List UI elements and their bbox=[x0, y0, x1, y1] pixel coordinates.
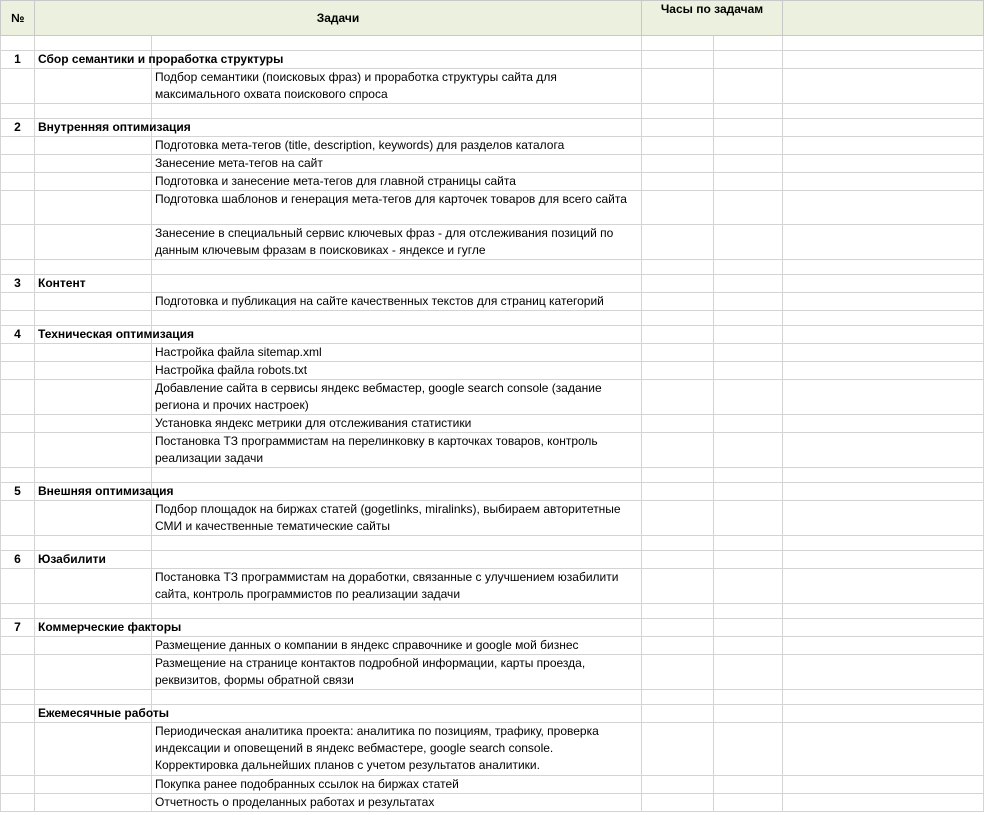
spacer-row bbox=[1, 690, 984, 705]
cell-section[interactable] bbox=[35, 69, 152, 104]
cell-task[interactable]: Подготовка шаблонов и генерация мета-тегов для карточек товаров для всего сайта bbox=[152, 191, 642, 225]
cell-hours[interactable] bbox=[642, 619, 714, 637]
cell-hours[interactable] bbox=[642, 794, 714, 812]
cell-num[interactable] bbox=[1, 723, 35, 776]
header-num[interactable]: № bbox=[1, 1, 35, 36]
cell-num[interactable]: 1 bbox=[1, 51, 35, 69]
cell-section[interactable] bbox=[35, 433, 152, 468]
cell-num[interactable] bbox=[1, 705, 35, 723]
cell-task[interactable]: Размещение данных о компании в яндекс справочнике и google мой бизнес bbox=[152, 637, 642, 655]
cell-extra[interactable] bbox=[714, 380, 783, 415]
task-row bbox=[1, 569, 984, 604]
cell-hours[interactable] bbox=[642, 468, 714, 483]
cell-extra[interactable] bbox=[714, 137, 783, 155]
cell-task[interactable] bbox=[152, 119, 642, 137]
cell-num[interactable] bbox=[1, 104, 35, 119]
cell-section[interactable] bbox=[35, 155, 152, 173]
spacer-row bbox=[1, 36, 984, 51]
cell-num[interactable] bbox=[1, 604, 35, 619]
cell-section[interactable] bbox=[35, 362, 152, 380]
cell-empty[interactable] bbox=[783, 311, 984, 326]
cell-num[interactable] bbox=[1, 311, 35, 326]
cell-task[interactable] bbox=[152, 36, 642, 51]
cell-section[interactable]: Сбор семантики и проработка структуры bbox=[35, 51, 152, 69]
cell-extra[interactable] bbox=[714, 723, 783, 776]
cell-extra[interactable] bbox=[714, 433, 783, 468]
cell-extra[interactable] bbox=[714, 690, 783, 705]
cell-section[interactable] bbox=[35, 569, 152, 604]
cell-task[interactable]: Подбор площадок на биржах статей (gogetlinks, miralinks), выбираем авторитетные СМИ и качественные тематические сайты bbox=[152, 501, 642, 536]
cell-task[interactable]: Подготовка мета-тегов (title, description, keywords) для разделов каталога bbox=[152, 137, 642, 155]
cell-empty[interactable] bbox=[783, 137, 984, 155]
cell-num[interactable] bbox=[1, 260, 35, 275]
cell-empty[interactable] bbox=[783, 483, 984, 501]
cell-section[interactable] bbox=[35, 776, 152, 794]
task-row bbox=[1, 362, 984, 380]
cell-num[interactable] bbox=[1, 362, 35, 380]
cell-num[interactable]: 4 bbox=[1, 326, 35, 344]
cell-section[interactable] bbox=[35, 690, 152, 705]
cell-section[interactable] bbox=[35, 344, 152, 362]
cell-section[interactable] bbox=[35, 501, 152, 536]
cell-hours[interactable] bbox=[642, 36, 714, 51]
cell-hours[interactable] bbox=[642, 104, 714, 119]
cell-num[interactable] bbox=[1, 690, 35, 705]
task-row bbox=[1, 225, 984, 260]
cell-section[interactable]: Техническая оптимизация bbox=[35, 326, 152, 344]
task-row bbox=[1, 380, 984, 415]
cell-empty[interactable] bbox=[783, 415, 984, 433]
cell-empty[interactable] bbox=[783, 155, 984, 173]
cell-task[interactable] bbox=[152, 260, 642, 275]
cell-num[interactable] bbox=[1, 225, 35, 260]
cell-num[interactable] bbox=[1, 191, 35, 225]
cell-hours[interactable] bbox=[642, 551, 714, 569]
section-row bbox=[1, 326, 984, 344]
spacer-row bbox=[1, 260, 984, 275]
cell-section[interactable] bbox=[35, 137, 152, 155]
cell-task[interactable] bbox=[152, 311, 642, 326]
cell-extra[interactable] bbox=[714, 501, 783, 536]
cell-hours[interactable] bbox=[642, 604, 714, 619]
header-hours[interactable]: Часы по задачам bbox=[642, 1, 783, 36]
cell-section[interactable]: Ежемесячные работы bbox=[35, 705, 152, 723]
cell-section[interactable] bbox=[35, 604, 152, 619]
cell-hours[interactable] bbox=[642, 275, 714, 293]
cell-num[interactable] bbox=[1, 344, 35, 362]
cell-empty[interactable] bbox=[783, 723, 984, 776]
cell-task[interactable] bbox=[152, 483, 642, 501]
cell-section[interactable]: Юзабилити bbox=[35, 551, 152, 569]
cell-hours[interactable] bbox=[642, 155, 714, 173]
cell-task[interactable]: Добавление сайта в сервисы яндекс вебмастер, google search console (задание региона и прочих настроек) bbox=[152, 380, 642, 415]
section-row bbox=[1, 619, 984, 637]
cell-num[interactable]: 5 bbox=[1, 483, 35, 501]
section-row bbox=[1, 51, 984, 69]
cell-extra[interactable] bbox=[714, 191, 783, 225]
cell-num[interactable] bbox=[1, 776, 35, 794]
cell-extra[interactable] bbox=[714, 344, 783, 362]
cell-task[interactable]: Подготовка и занесение мета-тегов для главной страницы сайта bbox=[152, 173, 642, 191]
cell-empty[interactable] bbox=[783, 326, 984, 344]
task-row bbox=[1, 173, 984, 191]
task-table-body bbox=[1, 36, 984, 812]
cell-empty[interactable] bbox=[783, 51, 984, 69]
cell-extra[interactable] bbox=[714, 604, 783, 619]
cell-task[interactable] bbox=[152, 551, 642, 569]
cell-section[interactable] bbox=[35, 723, 152, 776]
cell-task[interactable] bbox=[152, 690, 642, 705]
cell-empty[interactable] bbox=[783, 690, 984, 705]
cell-empty[interactable] bbox=[783, 293, 984, 311]
cell-hours[interactable] bbox=[642, 655, 714, 690]
cell-empty[interactable] bbox=[783, 536, 984, 551]
cell-empty[interactable] bbox=[783, 173, 984, 191]
section-row bbox=[1, 705, 984, 723]
cell-hours[interactable] bbox=[642, 380, 714, 415]
cell-task[interactable] bbox=[152, 619, 642, 637]
cell-task[interactable]: Подготовка и публикация на сайте качественных текстов для страниц категорий bbox=[152, 293, 642, 311]
cell-empty[interactable] bbox=[783, 551, 984, 569]
cell-hours[interactable] bbox=[642, 311, 714, 326]
cell-num[interactable] bbox=[1, 137, 35, 155]
cell-task[interactable]: Покупка ранее подобранных ссылок на биржах статей bbox=[152, 776, 642, 794]
cell-empty[interactable] bbox=[783, 569, 984, 604]
cell-section[interactable] bbox=[35, 468, 152, 483]
cell-section[interactable] bbox=[35, 260, 152, 275]
cell-section[interactable]: Внутренняя оптимизация bbox=[35, 119, 152, 137]
cell-extra[interactable] bbox=[714, 311, 783, 326]
section-row bbox=[1, 483, 984, 501]
cell-num[interactable] bbox=[1, 69, 35, 104]
cell-extra[interactable] bbox=[714, 362, 783, 380]
header-tasks[interactable]: Задачи bbox=[35, 1, 642, 36]
task-row bbox=[1, 794, 984, 812]
cell-num[interactable] bbox=[1, 293, 35, 311]
spacer-row bbox=[1, 468, 984, 483]
cell-num[interactable] bbox=[1, 536, 35, 551]
cell-extra[interactable] bbox=[714, 51, 783, 69]
cell-empty[interactable] bbox=[783, 69, 984, 104]
cell-task[interactable]: Подбор семантики (поисковых фраз) и проработка структуры сайта для максимального охвата поискового спроса bbox=[152, 69, 642, 104]
cell-num[interactable]: 3 bbox=[1, 275, 35, 293]
cell-hours[interactable] bbox=[642, 69, 714, 104]
cell-hours[interactable] bbox=[642, 723, 714, 776]
cell-empty[interactable] bbox=[783, 191, 984, 225]
cell-num[interactable] bbox=[1, 155, 35, 173]
task-row bbox=[1, 155, 984, 173]
cell-hours[interactable] bbox=[642, 569, 714, 604]
cell-hours[interactable] bbox=[642, 260, 714, 275]
cell-extra[interactable] bbox=[714, 705, 783, 723]
cell-extra[interactable] bbox=[714, 776, 783, 794]
task-row bbox=[1, 137, 984, 155]
cell-hours[interactable] bbox=[642, 326, 714, 344]
cell-num[interactable]: 6 bbox=[1, 551, 35, 569]
cell-task[interactable]: Размещение на странице контактов подробной информации, карты проезда, реквизитов, формы обратной связи bbox=[152, 655, 642, 690]
task-row bbox=[1, 293, 984, 311]
cell-extra[interactable] bbox=[714, 637, 783, 655]
cell-extra[interactable] bbox=[714, 569, 783, 604]
spacer-row bbox=[1, 104, 984, 119]
cell-hours[interactable] bbox=[642, 344, 714, 362]
cell-extra[interactable] bbox=[714, 225, 783, 260]
cell-num[interactable] bbox=[1, 655, 35, 690]
cell-extra[interactable] bbox=[714, 293, 783, 311]
cell-task[interactable]: Постановка ТЗ программистам на доработки, связанные с улучшением юзабилити сайта, контроль программистов по реализации задачи bbox=[152, 569, 642, 604]
task-row bbox=[1, 501, 984, 536]
cell-num[interactable] bbox=[1, 794, 35, 812]
cell-empty[interactable] bbox=[783, 36, 984, 51]
cell-hours[interactable] bbox=[642, 173, 714, 191]
cell-empty[interactable] bbox=[783, 705, 984, 723]
cell-hours[interactable] bbox=[642, 690, 714, 705]
cell-extra[interactable] bbox=[714, 794, 783, 812]
cell-section[interactable] bbox=[35, 655, 152, 690]
cell-empty[interactable] bbox=[783, 104, 984, 119]
cell-section[interactable] bbox=[35, 794, 152, 812]
cell-empty[interactable] bbox=[783, 344, 984, 362]
cell-section[interactable] bbox=[35, 225, 152, 260]
cell-section[interactable] bbox=[35, 415, 152, 433]
cell-empty[interactable] bbox=[783, 468, 984, 483]
cell-extra[interactable] bbox=[714, 155, 783, 173]
cell-section[interactable] bbox=[35, 311, 152, 326]
section-row bbox=[1, 275, 984, 293]
cell-empty[interactable] bbox=[783, 655, 984, 690]
cell-section[interactable] bbox=[35, 104, 152, 119]
cell-task[interactable] bbox=[152, 275, 642, 293]
cell-extra[interactable] bbox=[714, 483, 783, 501]
cell-task[interactable]: Постановка ТЗ программистам на перелинковку в карточках товаров, контроль реализации задачи bbox=[152, 433, 642, 468]
cell-num[interactable] bbox=[1, 36, 35, 51]
task-row bbox=[1, 344, 984, 362]
cell-num[interactable] bbox=[1, 468, 35, 483]
cell-extra[interactable] bbox=[714, 36, 783, 51]
spacer-row bbox=[1, 311, 984, 326]
spacer-row bbox=[1, 604, 984, 619]
cell-task[interactable] bbox=[152, 536, 642, 551]
cell-task[interactable]: Настройка файла sitemap.xml bbox=[152, 344, 642, 362]
cell-task[interactable]: Настройка файла robots.txt bbox=[152, 362, 642, 380]
cell-extra[interactable] bbox=[714, 619, 783, 637]
cell-extra[interactable] bbox=[714, 468, 783, 483]
cell-num[interactable] bbox=[1, 415, 35, 433]
cell-task[interactable] bbox=[152, 326, 642, 344]
cell-num[interactable] bbox=[1, 433, 35, 468]
cell-task[interactable] bbox=[152, 705, 642, 723]
cell-empty[interactable] bbox=[783, 225, 984, 260]
cell-hours[interactable] bbox=[642, 51, 714, 69]
cell-extra[interactable] bbox=[714, 551, 783, 569]
cell-empty[interactable] bbox=[783, 433, 984, 468]
cell-task[interactable] bbox=[152, 604, 642, 619]
cell-section[interactable] bbox=[35, 173, 152, 191]
cell-task[interactable]: Периодическая аналитика проекта: аналитика по позициям, трафику, проверка индексации и оповещений в яндекс вебмастере, google search console. Корректировка дальнейших планов с учетом результатов аналитики. bbox=[152, 723, 642, 776]
cell-hours[interactable] bbox=[642, 119, 714, 137]
task-row bbox=[1, 191, 984, 225]
section-row bbox=[1, 551, 984, 569]
cell-hours[interactable] bbox=[642, 225, 714, 260]
cell-hours[interactable] bbox=[642, 433, 714, 468]
cell-empty[interactable] bbox=[783, 380, 984, 415]
task-row bbox=[1, 776, 984, 794]
cell-num[interactable]: 2 bbox=[1, 119, 35, 137]
cell-section[interactable] bbox=[35, 36, 152, 51]
cell-empty[interactable] bbox=[783, 501, 984, 536]
cell-num[interactable] bbox=[1, 380, 35, 415]
cell-extra[interactable] bbox=[714, 119, 783, 137]
cell-hours[interactable] bbox=[642, 191, 714, 225]
cell-extra[interactable] bbox=[714, 275, 783, 293]
task-row bbox=[1, 637, 984, 655]
header-row bbox=[1, 1, 984, 36]
cell-num[interactable] bbox=[1, 569, 35, 604]
cell-hours[interactable] bbox=[642, 776, 714, 794]
cell-section[interactable] bbox=[35, 191, 152, 225]
header-empty-cell[interactable] bbox=[783, 1, 984, 36]
cell-num[interactable] bbox=[1, 637, 35, 655]
cell-hours[interactable] bbox=[642, 705, 714, 723]
cell-hours[interactable] bbox=[642, 483, 714, 501]
cell-hours[interactable] bbox=[642, 637, 714, 655]
cell-extra[interactable] bbox=[714, 173, 783, 191]
cell-section[interactable]: Контент bbox=[35, 275, 152, 293]
task-row bbox=[1, 415, 984, 433]
cell-empty[interactable] bbox=[783, 637, 984, 655]
cell-hours[interactable] bbox=[642, 501, 714, 536]
cell-num[interactable] bbox=[1, 501, 35, 536]
section-row bbox=[1, 119, 984, 137]
cell-task[interactable]: Занесение мета-тегов на сайт bbox=[152, 155, 642, 173]
cell-section[interactable] bbox=[35, 536, 152, 551]
cell-extra[interactable] bbox=[714, 655, 783, 690]
task-row bbox=[1, 69, 984, 104]
cell-section[interactable] bbox=[35, 380, 152, 415]
cell-section[interactable]: Коммерческие факторы bbox=[35, 619, 152, 637]
cell-section[interactable]: Внешняя оптимизация bbox=[35, 483, 152, 501]
cell-extra[interactable] bbox=[714, 260, 783, 275]
cell-num[interactable]: 7 bbox=[1, 619, 35, 637]
cell-extra[interactable] bbox=[714, 536, 783, 551]
cell-empty[interactable] bbox=[783, 604, 984, 619]
cell-empty[interactable] bbox=[783, 776, 984, 794]
task-row bbox=[1, 433, 984, 468]
cell-task[interactable]: Установка яндекс метрики для отслеживания статистики bbox=[152, 415, 642, 433]
cell-empty[interactable] bbox=[783, 260, 984, 275]
cell-section[interactable] bbox=[35, 293, 152, 311]
cell-task[interactable]: Занесение в специальный сервис ключевых фраз - для отслеживания позиций по данным ключевым фразам в поисковиках - яндексе и гугле bbox=[152, 225, 642, 260]
cell-hours[interactable] bbox=[642, 137, 714, 155]
cell-empty[interactable] bbox=[783, 275, 984, 293]
cell-task[interactable]: Отчетность о проделанных работах и результатах bbox=[152, 794, 642, 812]
cell-num[interactable] bbox=[1, 173, 35, 191]
cell-hours[interactable] bbox=[642, 536, 714, 551]
cell-extra[interactable] bbox=[714, 326, 783, 344]
task-row bbox=[1, 655, 984, 690]
cell-task[interactable] bbox=[152, 468, 642, 483]
spacer-row bbox=[1, 536, 984, 551]
cell-empty[interactable] bbox=[783, 119, 984, 137]
cell-extra[interactable] bbox=[714, 415, 783, 433]
cell-section[interactable] bbox=[35, 637, 152, 655]
cell-empty[interactable] bbox=[783, 362, 984, 380]
cell-hours[interactable] bbox=[642, 415, 714, 433]
cell-empty[interactable] bbox=[783, 794, 984, 812]
cell-hours[interactable] bbox=[642, 293, 714, 311]
cell-hours[interactable] bbox=[642, 362, 714, 380]
cell-empty[interactable] bbox=[783, 619, 984, 637]
cell-task[interactable] bbox=[152, 104, 642, 119]
cell-extra[interactable] bbox=[714, 69, 783, 104]
cell-extra[interactable] bbox=[714, 104, 783, 119]
task-row bbox=[1, 723, 984, 776]
